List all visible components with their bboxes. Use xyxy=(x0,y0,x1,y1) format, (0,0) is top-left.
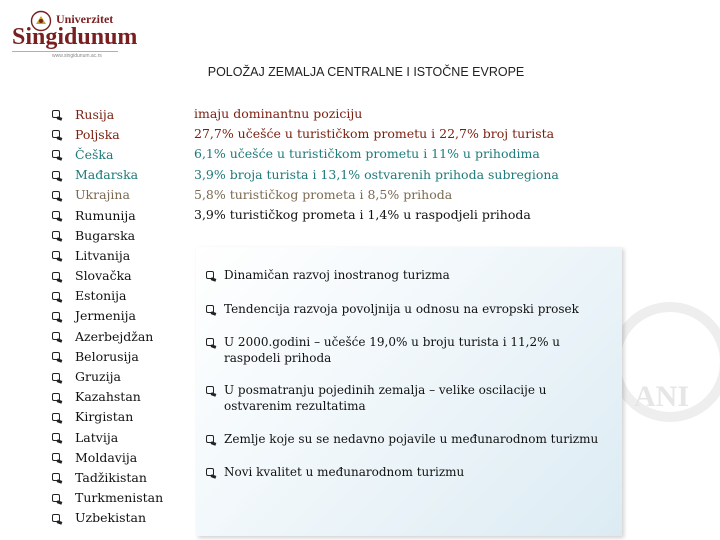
list-item xyxy=(52,488,163,508)
stat-line: 6,1% učešće u turističkom prometu i 11% u prihodima xyxy=(194,146,540,162)
checkbox-bullet-icon xyxy=(52,473,60,481)
list-item xyxy=(52,165,163,185)
list-item xyxy=(206,431,616,447)
country-name: Kazahstan xyxy=(75,389,141,405)
stat-line: 5,8% turističkog prometa i 8,5% prihoda xyxy=(194,186,453,202)
country-name: Litvanija xyxy=(75,247,131,263)
list-item xyxy=(52,447,163,467)
checkbox-bullet-icon xyxy=(52,231,60,239)
country-name: Slovačka xyxy=(75,268,132,284)
characteristics-list xyxy=(206,267,616,480)
checkbox-bullet-icon xyxy=(52,352,60,360)
country-name: Tadžikistan xyxy=(75,469,147,485)
point-text: Tendencija razvoja povoljnija u odnosu na evropski prosek xyxy=(224,302,579,316)
list-item xyxy=(206,464,616,480)
list-item xyxy=(52,245,163,265)
country-name: Uzbekistan xyxy=(75,510,147,526)
country-name: Kirgistan xyxy=(75,409,134,425)
point-text: Dinamičan razvoj inostranog turizma xyxy=(224,268,450,282)
checkbox-bullet-icon xyxy=(52,494,60,502)
checkbox-bullet-icon xyxy=(206,271,214,279)
list-item xyxy=(52,185,163,205)
country-name: Estonija xyxy=(75,288,127,304)
stat-line: imaju dominantnu poziciju xyxy=(194,106,363,121)
point-text: U 2000.godini – učešće 19,0% u broju turista i 11,2% u raspodeli prihoda xyxy=(224,335,561,365)
list-item xyxy=(52,326,163,346)
list-item xyxy=(206,334,616,366)
characteristics-panel xyxy=(196,247,622,536)
country-name: Jermenija xyxy=(75,308,137,324)
list-item xyxy=(52,366,163,386)
list-item xyxy=(52,427,163,447)
list-item xyxy=(52,286,163,306)
country-name: Češka xyxy=(75,146,114,162)
checkbox-bullet-icon xyxy=(206,305,214,313)
checkbox-bullet-icon xyxy=(52,150,60,158)
country-name: Rusija xyxy=(75,106,115,122)
country-name: Gruzija xyxy=(75,369,121,385)
checkbox-bullet-icon xyxy=(52,211,60,219)
list-item xyxy=(52,144,163,164)
logo-university-label: Univerzitet xyxy=(56,12,114,26)
point-text: U posmatranju pojedinih zemalja – velike oscilacije u ostvarenim rezultatima xyxy=(224,383,547,413)
watermark-text: ANI xyxy=(634,380,690,413)
checkbox-bullet-icon xyxy=(52,251,60,259)
checkbox-bullet-icon xyxy=(52,413,60,421)
point-text: Novi kvalitet u međunarodnom turizmu xyxy=(224,465,465,479)
checkbox-bullet-icon xyxy=(52,130,60,138)
checkbox-bullet-icon xyxy=(52,110,60,118)
logo-name: Singidunum xyxy=(12,24,138,50)
list-item xyxy=(52,346,163,366)
checkbox-bullet-icon xyxy=(52,312,60,320)
checkbox-bullet-icon xyxy=(52,171,60,179)
point-text: Zemlje koje su se nedavno pojavile u međunarodnom turizmu xyxy=(224,432,599,446)
list-item xyxy=(52,407,163,427)
checkbox-bullet-icon xyxy=(206,468,214,476)
list-item xyxy=(52,266,163,286)
list-item xyxy=(52,205,163,225)
checkbox-bullet-icon xyxy=(52,332,60,340)
list-item xyxy=(52,104,163,124)
checkbox-bullet-icon xyxy=(52,191,60,199)
list-item xyxy=(206,267,616,283)
checkbox-bullet-icon xyxy=(52,453,60,461)
logo-url: www.singidunum.ac.rs xyxy=(52,53,102,59)
list-item xyxy=(206,382,616,414)
list-item xyxy=(52,387,163,407)
country-name: Ukrajina xyxy=(75,187,130,203)
slide-title: POLOŽAJ ZEMALJA CENTRALNE I ISTOČNE EVROPE xyxy=(207,65,525,79)
checkbox-bullet-icon xyxy=(206,338,214,346)
country-name: Mađarska xyxy=(75,167,139,183)
stat-line: 3,9% broja turista i 13,1% ostvarenih prihoda subregiona xyxy=(194,166,559,182)
country-list xyxy=(52,104,163,528)
checkbox-bullet-icon xyxy=(52,514,60,522)
stat-line: 27,7% učešće u turističkom prometu i 22,7% broj turista xyxy=(194,126,555,142)
checkbox-bullet-icon xyxy=(206,386,214,394)
country-name: Bugarska xyxy=(75,227,136,243)
country-name: Latvija xyxy=(75,429,119,445)
country-name: Moldavija xyxy=(75,449,138,465)
checkbox-bullet-icon xyxy=(206,435,214,443)
stat-line: 3,9% turističkog prometa i 1,4% u raspodjeli prihoda xyxy=(194,206,531,222)
list-item xyxy=(52,306,163,326)
list-item xyxy=(206,301,616,317)
logo-divider xyxy=(12,51,118,52)
list-item xyxy=(52,225,163,245)
checkbox-bullet-icon xyxy=(52,393,60,401)
country-name: Rumunija xyxy=(75,207,136,223)
list-item xyxy=(52,508,163,528)
country-name: Turkmenistan xyxy=(75,490,164,506)
checkbox-bullet-icon xyxy=(52,272,60,280)
university-logo xyxy=(8,8,138,60)
country-stats-list xyxy=(194,104,559,225)
checkbox-bullet-icon xyxy=(52,292,60,300)
country-name: Poljska xyxy=(75,126,120,142)
checkbox-bullet-icon xyxy=(52,433,60,441)
country-name: Belorusija xyxy=(75,348,139,364)
list-item xyxy=(52,124,163,144)
country-name: Azerbejdžan xyxy=(75,328,154,344)
list-item xyxy=(52,467,163,487)
checkbox-bullet-icon xyxy=(52,373,60,381)
